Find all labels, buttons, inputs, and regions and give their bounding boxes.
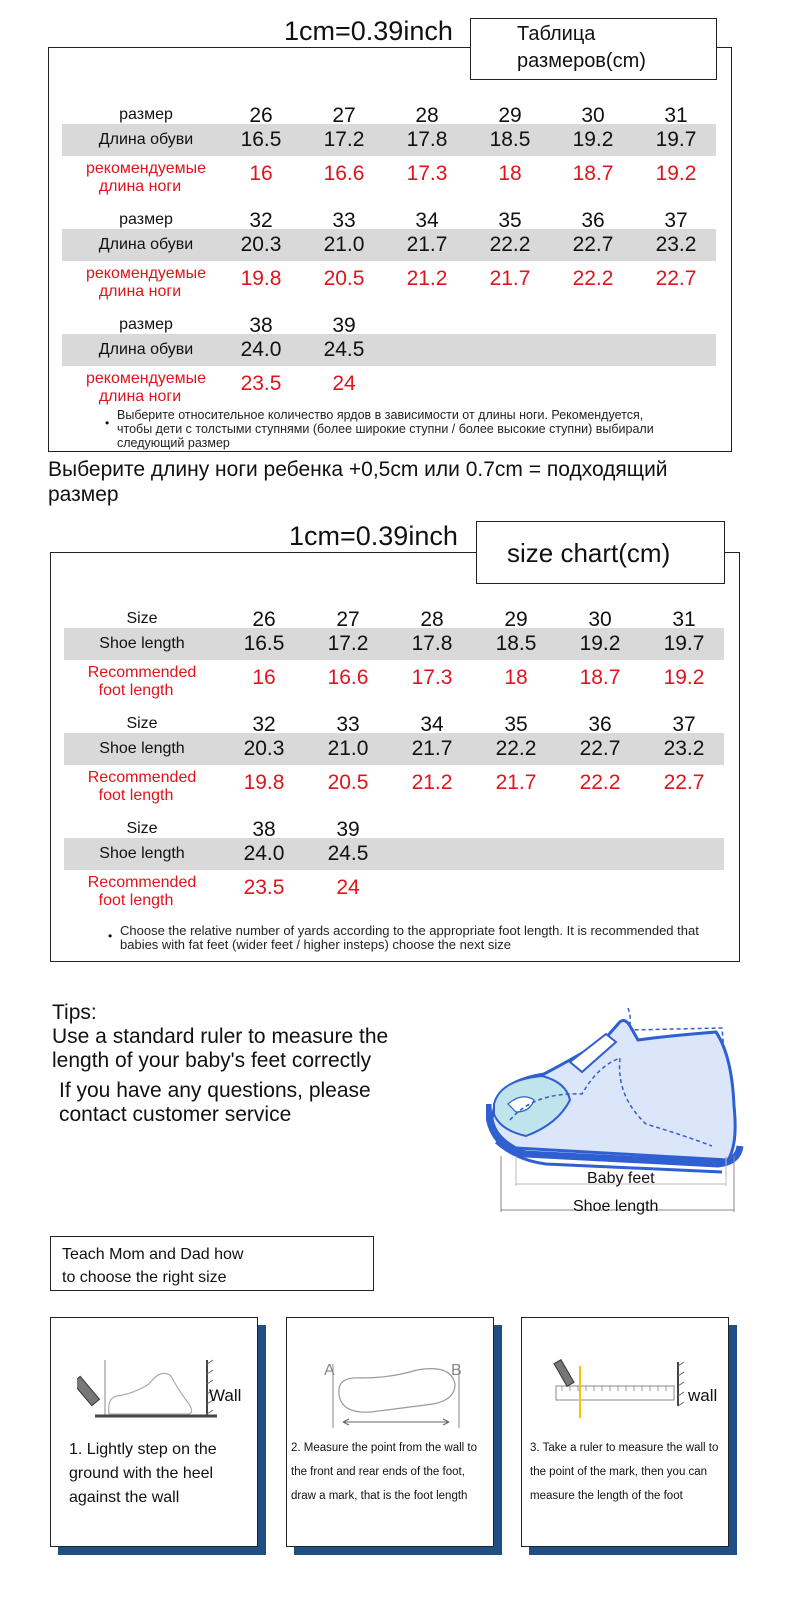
- en-foot-length-label-line1: Recommended: [87, 769, 197, 786]
- en-note-line1: Choose the relative number of yards according to the appropriate foot length. It is recommended that: [120, 923, 699, 938]
- ru-size-cell: 26: [249, 104, 273, 127]
- en-shoe-length-label: Shoe length: [99, 635, 185, 652]
- ru-shoe-length-cell: 24.0: [240, 338, 282, 361]
- step1-foot-wall-illustration: [77, 1354, 217, 1424]
- ru-shoe-length-label: Длина обуви: [98, 236, 194, 253]
- ru-chart-title-line1: Таблица: [517, 23, 596, 45]
- ru-unit-label: 1cm=0.39inch: [284, 16, 453, 46]
- ru-foot-length-label-line1: рекомендуемые: [85, 265, 207, 282]
- ru-foot-length-label-line2: длина ноги: [98, 283, 182, 300]
- tips-line1: Use a standard ruler to measure the: [52, 1025, 389, 1048]
- en-foot-length-cell: 24: [336, 876, 360, 899]
- en-size-cell: 26: [252, 608, 276, 631]
- step3-text-line2: the point of the mark, then you can: [530, 1466, 708, 1478]
- ru-note-line1: Выберите относительное количество ярдов в зависимости от длины ноги. Рекомендуется,: [117, 408, 644, 422]
- baby-feet-label: Baby feet: [587, 1170, 655, 1187]
- ru-foot-length-label-line2: длина ноги: [98, 388, 182, 405]
- en-shoe-length-cell: 17.8: [411, 632, 453, 655]
- ru-size-cell: 30: [581, 104, 605, 127]
- en-shoe-length-cell: 22.2: [495, 737, 537, 760]
- step2-text-line2: the front and rear ends of the foot,: [291, 1466, 465, 1478]
- teach-line2: to choose the right size: [62, 1269, 227, 1286]
- en-unit-label: 1cm=0.39inch: [289, 521, 458, 551]
- en-shoe-length-label: Shoe length: [99, 740, 185, 757]
- ru-shoe-length-cell: 22.2: [489, 233, 531, 256]
- ru-foot-length-cell: 19.8: [240, 267, 282, 290]
- step3-ruler-illustration: [550, 1356, 690, 1420]
- en-size-cell: 30: [588, 608, 612, 631]
- ru-size-cell: 33: [332, 209, 356, 232]
- ru-shoe-length-cell: 17.2: [323, 128, 365, 151]
- en-chart-title: size chart(cm): [507, 538, 671, 568]
- en-shoe-length-cell: 19.2: [579, 632, 621, 655]
- ru-shoe-length-cell: 20.3: [240, 233, 282, 256]
- en-shoe-length-label: Shoe length: [99, 845, 185, 862]
- tips-heading: Tips:: [52, 1001, 97, 1024]
- step1-text-line1: 1. Lightly step on the: [69, 1441, 217, 1458]
- en-size-cell: 32: [252, 713, 276, 736]
- en-foot-length-cell: 20.5: [327, 771, 369, 794]
- ru-foot-length-cell: 18.7: [572, 162, 614, 185]
- shoe-length-label: Shoe length: [573, 1198, 659, 1215]
- step-card-3: [521, 1317, 729, 1547]
- ru-size-cell: 32: [249, 209, 273, 232]
- step3-text-line3: measure the length of the foot: [530, 1490, 683, 1502]
- en-shoe-length-cell: 18.5: [495, 632, 537, 655]
- en-size-label: Size: [126, 715, 158, 732]
- ru-size-cell: 36: [581, 209, 605, 232]
- step-card-2: [286, 1317, 494, 1547]
- en-foot-length-cell: 18: [504, 666, 528, 689]
- en-foot-length-cell: 16.6: [327, 666, 369, 689]
- ru-shoe-length-cell: 24.5: [323, 338, 365, 361]
- teach-box: [50, 1236, 374, 1291]
- ru-foot-length-cell: 22.7: [655, 267, 697, 290]
- ru-advice-line2: размер: [48, 483, 119, 506]
- en-foot-length-cell: 22.2: [579, 771, 621, 794]
- en-foot-length-cell: 21.7: [495, 771, 537, 794]
- en-shoe-length-cell: 23.2: [663, 737, 705, 760]
- ru-foot-length-cell: 23.5: [240, 372, 282, 395]
- ru-size-cell: 39: [332, 314, 356, 337]
- ru-foot-length-cell: 21.2: [406, 267, 448, 290]
- en-shoe-length-cell: 24.0: [243, 842, 285, 865]
- en-chart-title-box: [476, 521, 725, 584]
- step1-wall-label: Wall: [209, 1386, 242, 1405]
- ru-foot-length-label-line2: длина ноги: [98, 178, 182, 195]
- en-size-cell: 33: [336, 713, 360, 736]
- en-foot-length-cell: 18.7: [579, 666, 621, 689]
- en-foot-length-cell: 23.5: [243, 876, 285, 899]
- ru-note-bullet: •: [105, 416, 110, 430]
- step2-foot-outline-illustration: [321, 1360, 471, 1430]
- ru-size-cell: 31: [664, 104, 688, 127]
- ru-shoe-length-cell: 23.2: [655, 233, 697, 256]
- en-shoe-length-cell: 22.7: [579, 737, 621, 760]
- tips-line4: contact customer service: [59, 1103, 292, 1126]
- en-note-bullet: •: [108, 929, 113, 943]
- ru-foot-length-cell: 24: [332, 372, 356, 395]
- step2-text-line1: 2. Measure the point from the wall to: [291, 1442, 478, 1454]
- en-shoe-length-cell: 19.7: [663, 632, 705, 655]
- en-foot-length-cell: 19.2: [663, 666, 705, 689]
- en-shoe-length-cell: 21.7: [411, 737, 453, 760]
- en-foot-length-label-line2: foot length: [98, 787, 174, 804]
- en-size-label: Size: [126, 820, 158, 837]
- ru-shoe-length-cell: 18.5: [489, 128, 531, 151]
- ru-size-label: размер: [119, 211, 173, 228]
- ru-foot-length-cell: 18: [498, 162, 522, 185]
- ru-size-cell: 29: [498, 104, 522, 127]
- en-size-cell: 37: [672, 713, 696, 736]
- step3-wall-label: wall: [688, 1386, 718, 1405]
- en-size-cell: 28: [420, 608, 444, 631]
- ru-shoe-length-cell: 21.0: [323, 233, 365, 256]
- en-foot-length-cell: 16: [252, 666, 276, 689]
- en-foot-length-label-line1: Recommended: [87, 664, 197, 681]
- ru-foot-length-label-line1: рекомендуемые: [85, 160, 207, 177]
- ru-foot-length-cell: 19.2: [655, 162, 697, 185]
- ru-size-cell: 37: [664, 209, 688, 232]
- ru-shoe-length-cell: 22.7: [572, 233, 614, 256]
- step1-text-line2: ground with the heel: [69, 1465, 214, 1482]
- step1-text-line3: against the wall: [69, 1489, 180, 1506]
- en-foot-length-cell: 17.3: [411, 666, 453, 689]
- en-foot-length-cell: 22.7: [663, 771, 705, 794]
- step2-label-a: A: [324, 1362, 335, 1379]
- ru-foot-length-cell: 16.6: [323, 162, 365, 185]
- en-size-cell: 34: [420, 713, 444, 736]
- ru-chart-title-line2: размеров(cm): [517, 50, 646, 72]
- ru-size-label: размер: [119, 106, 173, 123]
- ru-shoe-length-cell: 16.5: [240, 128, 282, 151]
- tips-line2: length of your baby's feet correctly: [52, 1049, 372, 1072]
- en-shoe-length-cell: 24.5: [327, 842, 369, 865]
- ru-shoe-length-cell: 19.7: [655, 128, 697, 151]
- ru-shoe-length-cell: 19.2: [572, 128, 614, 151]
- ru-foot-length-label-line1: рекомендуемые: [85, 370, 207, 387]
- ru-size-cell: 35: [498, 209, 522, 232]
- ru-size-label: размер: [119, 316, 173, 333]
- ru-shoe-length-label: Длина обуви: [98, 341, 194, 358]
- step2-text-line3: draw a mark, that is the foot length: [291, 1490, 468, 1502]
- en-foot-length-label-line2: foot length: [98, 682, 174, 699]
- ru-foot-length-cell: 20.5: [323, 267, 365, 290]
- teach-line1: Teach Mom and Dad how: [62, 1246, 244, 1263]
- ru-shoe-length-label: Длина обуви: [98, 131, 194, 148]
- en-note-line2: babies with fat feet (wider feet / higher insteps) choose the next size: [120, 937, 511, 952]
- en-size-cell: 39: [336, 818, 360, 841]
- en-foot-length-label-line1: Recommended: [87, 874, 197, 891]
- tips-line3: If you have any questions, please: [59, 1079, 371, 1102]
- en-size-cell: 38: [252, 818, 276, 841]
- step3-text: [530, 1436, 718, 1508]
- ru-shoe-length-cell: 17.8: [406, 128, 448, 151]
- ru-size-cell: 38: [249, 314, 273, 337]
- en-foot-length-label-line2: foot length: [98, 892, 174, 909]
- en-size-cell: 36: [588, 713, 612, 736]
- en-size-cell: 31: [672, 608, 696, 631]
- ru-foot-length-cell: 22.2: [572, 267, 614, 290]
- en-shoe-length-cell: 17.2: [327, 632, 369, 655]
- en-foot-length-cell: 21.2: [411, 771, 453, 794]
- en-size-cell: 27: [336, 608, 360, 631]
- ru-foot-length-cell: 21.7: [489, 267, 531, 290]
- ru-size-cell: 34: [415, 209, 439, 232]
- en-size-label: Size: [126, 610, 158, 627]
- ru-size-cell: 28: [415, 104, 439, 127]
- ru-foot-length-cell: 16: [249, 162, 273, 185]
- en-foot-length-cell: 19.8: [243, 771, 285, 794]
- ru-size-cell: 27: [332, 104, 356, 127]
- ru-note-line2: чтобы дети с толстыми ступнями (более широкие ступни / более высокие ступни) выбирали: [117, 422, 654, 436]
- en-shoe-length-cell: 16.5: [243, 632, 285, 655]
- ru-note-line3: следующий размер: [117, 436, 230, 450]
- step3-text-line1: 3. Take a ruler to measure the wall to: [530, 1442, 719, 1454]
- en-size-cell: 35: [504, 713, 528, 736]
- ru-foot-length-cell: 17.3: [406, 162, 448, 185]
- step1-text: [69, 1438, 247, 1510]
- en-shoe-length-cell: 20.3: [243, 737, 285, 760]
- step2-label-b: B: [451, 1362, 462, 1379]
- ru-shoe-length-cell: 21.7: [406, 233, 448, 256]
- step-card-1: [50, 1317, 258, 1547]
- step2-text: [291, 1436, 477, 1508]
- en-size-cell: 29: [504, 608, 528, 631]
- ru-chart-title-box: [470, 18, 717, 80]
- en-shoe-length-cell: 21.0: [327, 737, 369, 760]
- ru-advice-line1: Выберите длину ноги ребенка +0,5cm или 0.7cm = подходящий: [48, 458, 668, 481]
